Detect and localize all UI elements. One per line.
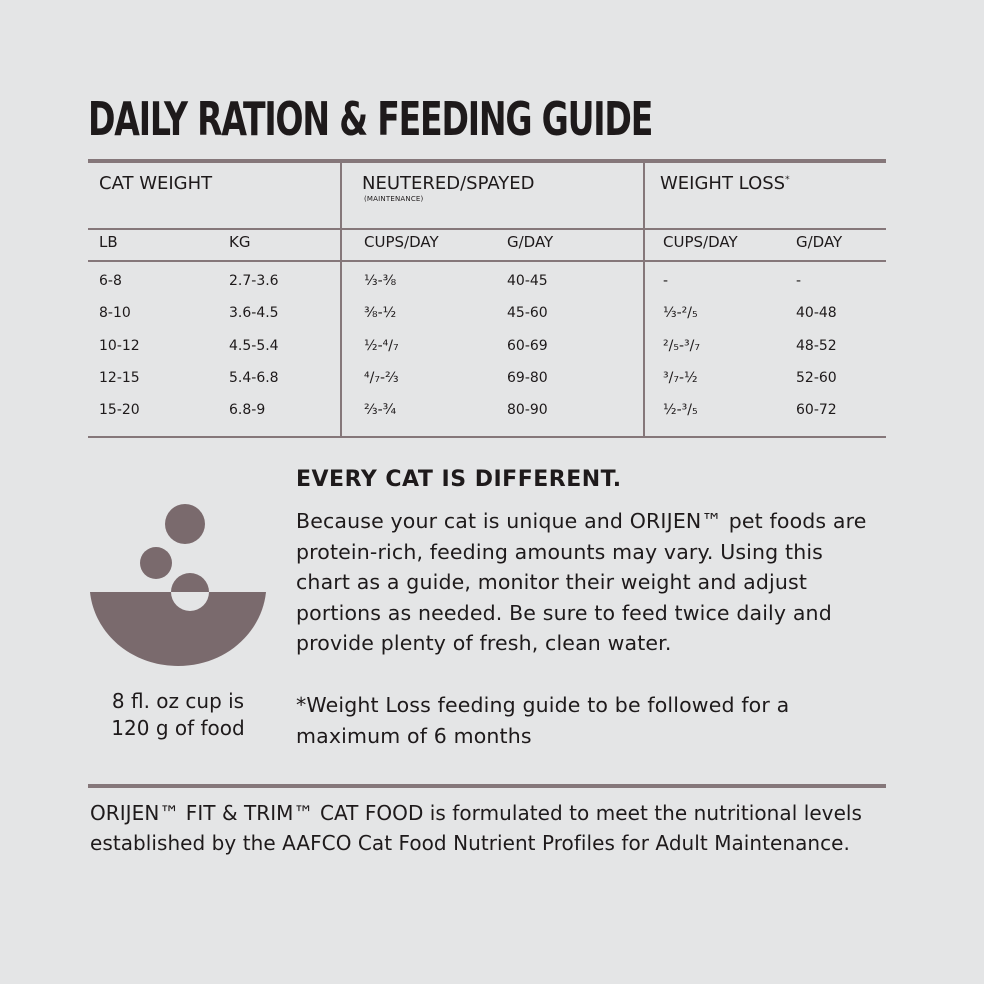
cell-lb: 6-8 bbox=[99, 273, 122, 289]
cell-loss-grams: - bbox=[796, 273, 802, 289]
kibble-top-icon bbox=[165, 504, 205, 544]
col-lb: LB bbox=[99, 233, 118, 251]
col-kg: KG bbox=[229, 233, 251, 251]
cell-loss-grams: 52-60 bbox=[796, 370, 837, 386]
cell-lb: 12-15 bbox=[99, 370, 140, 386]
weight-loss-asterisk: * bbox=[785, 175, 790, 185]
cell-neutered-grams: 80-90 bbox=[507, 402, 548, 418]
cell-neutered-cups: ½-⁴/₇ bbox=[364, 338, 399, 354]
col-neutered-grams: G/DAY bbox=[507, 233, 554, 251]
header-neutered: NEUTERED/SPAYED bbox=[362, 173, 535, 194]
page-title: DAILY RATION & FEEDING GUIDE bbox=[88, 92, 653, 146]
cell-neutered-cups: ⁴/₇-⅔ bbox=[364, 370, 399, 386]
cell-lb: 8-10 bbox=[99, 305, 131, 321]
weight-loss-footnote: *Weight Loss feeding guide to be followed for a maximum of 6 months bbox=[296, 693, 790, 748]
cell-loss-grams: 48-52 bbox=[796, 338, 837, 354]
cell-lb: 10-12 bbox=[99, 338, 140, 354]
kibble-center-top-icon bbox=[171, 573, 209, 592]
cell-neutered-cups: ⅓-⅜ bbox=[364, 273, 397, 289]
cell-neutered-cups: ⅔-¾ bbox=[364, 402, 397, 418]
col-loss-cups: CUPS/DAY bbox=[663, 233, 738, 251]
weight-loss-label: WEIGHT LOSS bbox=[660, 173, 786, 194]
table-divider-1 bbox=[340, 163, 342, 438]
col-neutered-cups: CUPS/DAY bbox=[364, 233, 439, 251]
cell-kg: 3.6-4.5 bbox=[229, 305, 279, 321]
table-bottom-rule bbox=[88, 436, 886, 438]
col-loss-grams: G/DAY bbox=[796, 233, 843, 251]
cell-loss-cups: ³/₇-½ bbox=[663, 370, 698, 386]
cup-note: 8 fl. oz cup is 120 g of food bbox=[111, 689, 245, 740]
cell-neutered-grams: 45-60 bbox=[507, 305, 548, 321]
cell-lb: 15-20 bbox=[99, 402, 140, 418]
cell-loss-cups: ⅓-²/₅ bbox=[663, 305, 698, 321]
info-paragraph: Because your cat is unique and ORIJEN™ pet foods are protein-rich, feeding amounts may vary. Using this chart as a guide, monitor their weight and adjust portions as needed. Be sure to feed twice daily and provide plenty of fresh, clean water. bbox=[296, 509, 867, 655]
table-header-rule bbox=[88, 228, 886, 230]
cell-loss-cups: ²/₅-³/₇ bbox=[663, 338, 700, 354]
header-cat-weight: CAT WEIGHT bbox=[99, 173, 213, 194]
bowl-icon bbox=[84, 496, 270, 672]
cell-loss-cups: - bbox=[663, 273, 669, 289]
table-divider-2 bbox=[643, 163, 645, 438]
header-weight-loss bbox=[660, 175, 790, 193]
table-top-rule bbox=[88, 159, 886, 163]
cell-loss-grams: 60-72 bbox=[796, 402, 837, 418]
kibble-left-icon bbox=[140, 547, 172, 579]
cell-neutered-grams: 60-69 bbox=[507, 338, 548, 354]
cell-neutered-grams: 69-80 bbox=[507, 370, 548, 386]
cell-loss-cups: ½-³/₅ bbox=[663, 402, 698, 418]
table-column-rule bbox=[88, 260, 886, 262]
cell-loss-grams: 40-48 bbox=[796, 305, 837, 321]
cell-kg: 2.7-3.6 bbox=[229, 273, 279, 289]
cell-neutered-cups: ⅜-½ bbox=[364, 305, 397, 321]
footer-rule bbox=[88, 784, 886, 788]
info-heading: EVERY CAT IS DIFFERENT. bbox=[296, 467, 622, 492]
cell-kg: 6.8-9 bbox=[229, 402, 266, 418]
cell-kg: 4.5-5.4 bbox=[229, 338, 279, 354]
header-neutered-sub: (MAINTENANCE) bbox=[364, 195, 424, 203]
cell-neutered-grams: 40-45 bbox=[507, 273, 548, 289]
cell-kg: 5.4-6.8 bbox=[229, 370, 279, 386]
footer-statement: ORIJEN™ FIT & TRIM™ CAT FOOD is formulated to meet the nutritional levels established by the AAFCO Cat Food Nutrient Profiles for Adult Maintenance. bbox=[90, 801, 862, 855]
